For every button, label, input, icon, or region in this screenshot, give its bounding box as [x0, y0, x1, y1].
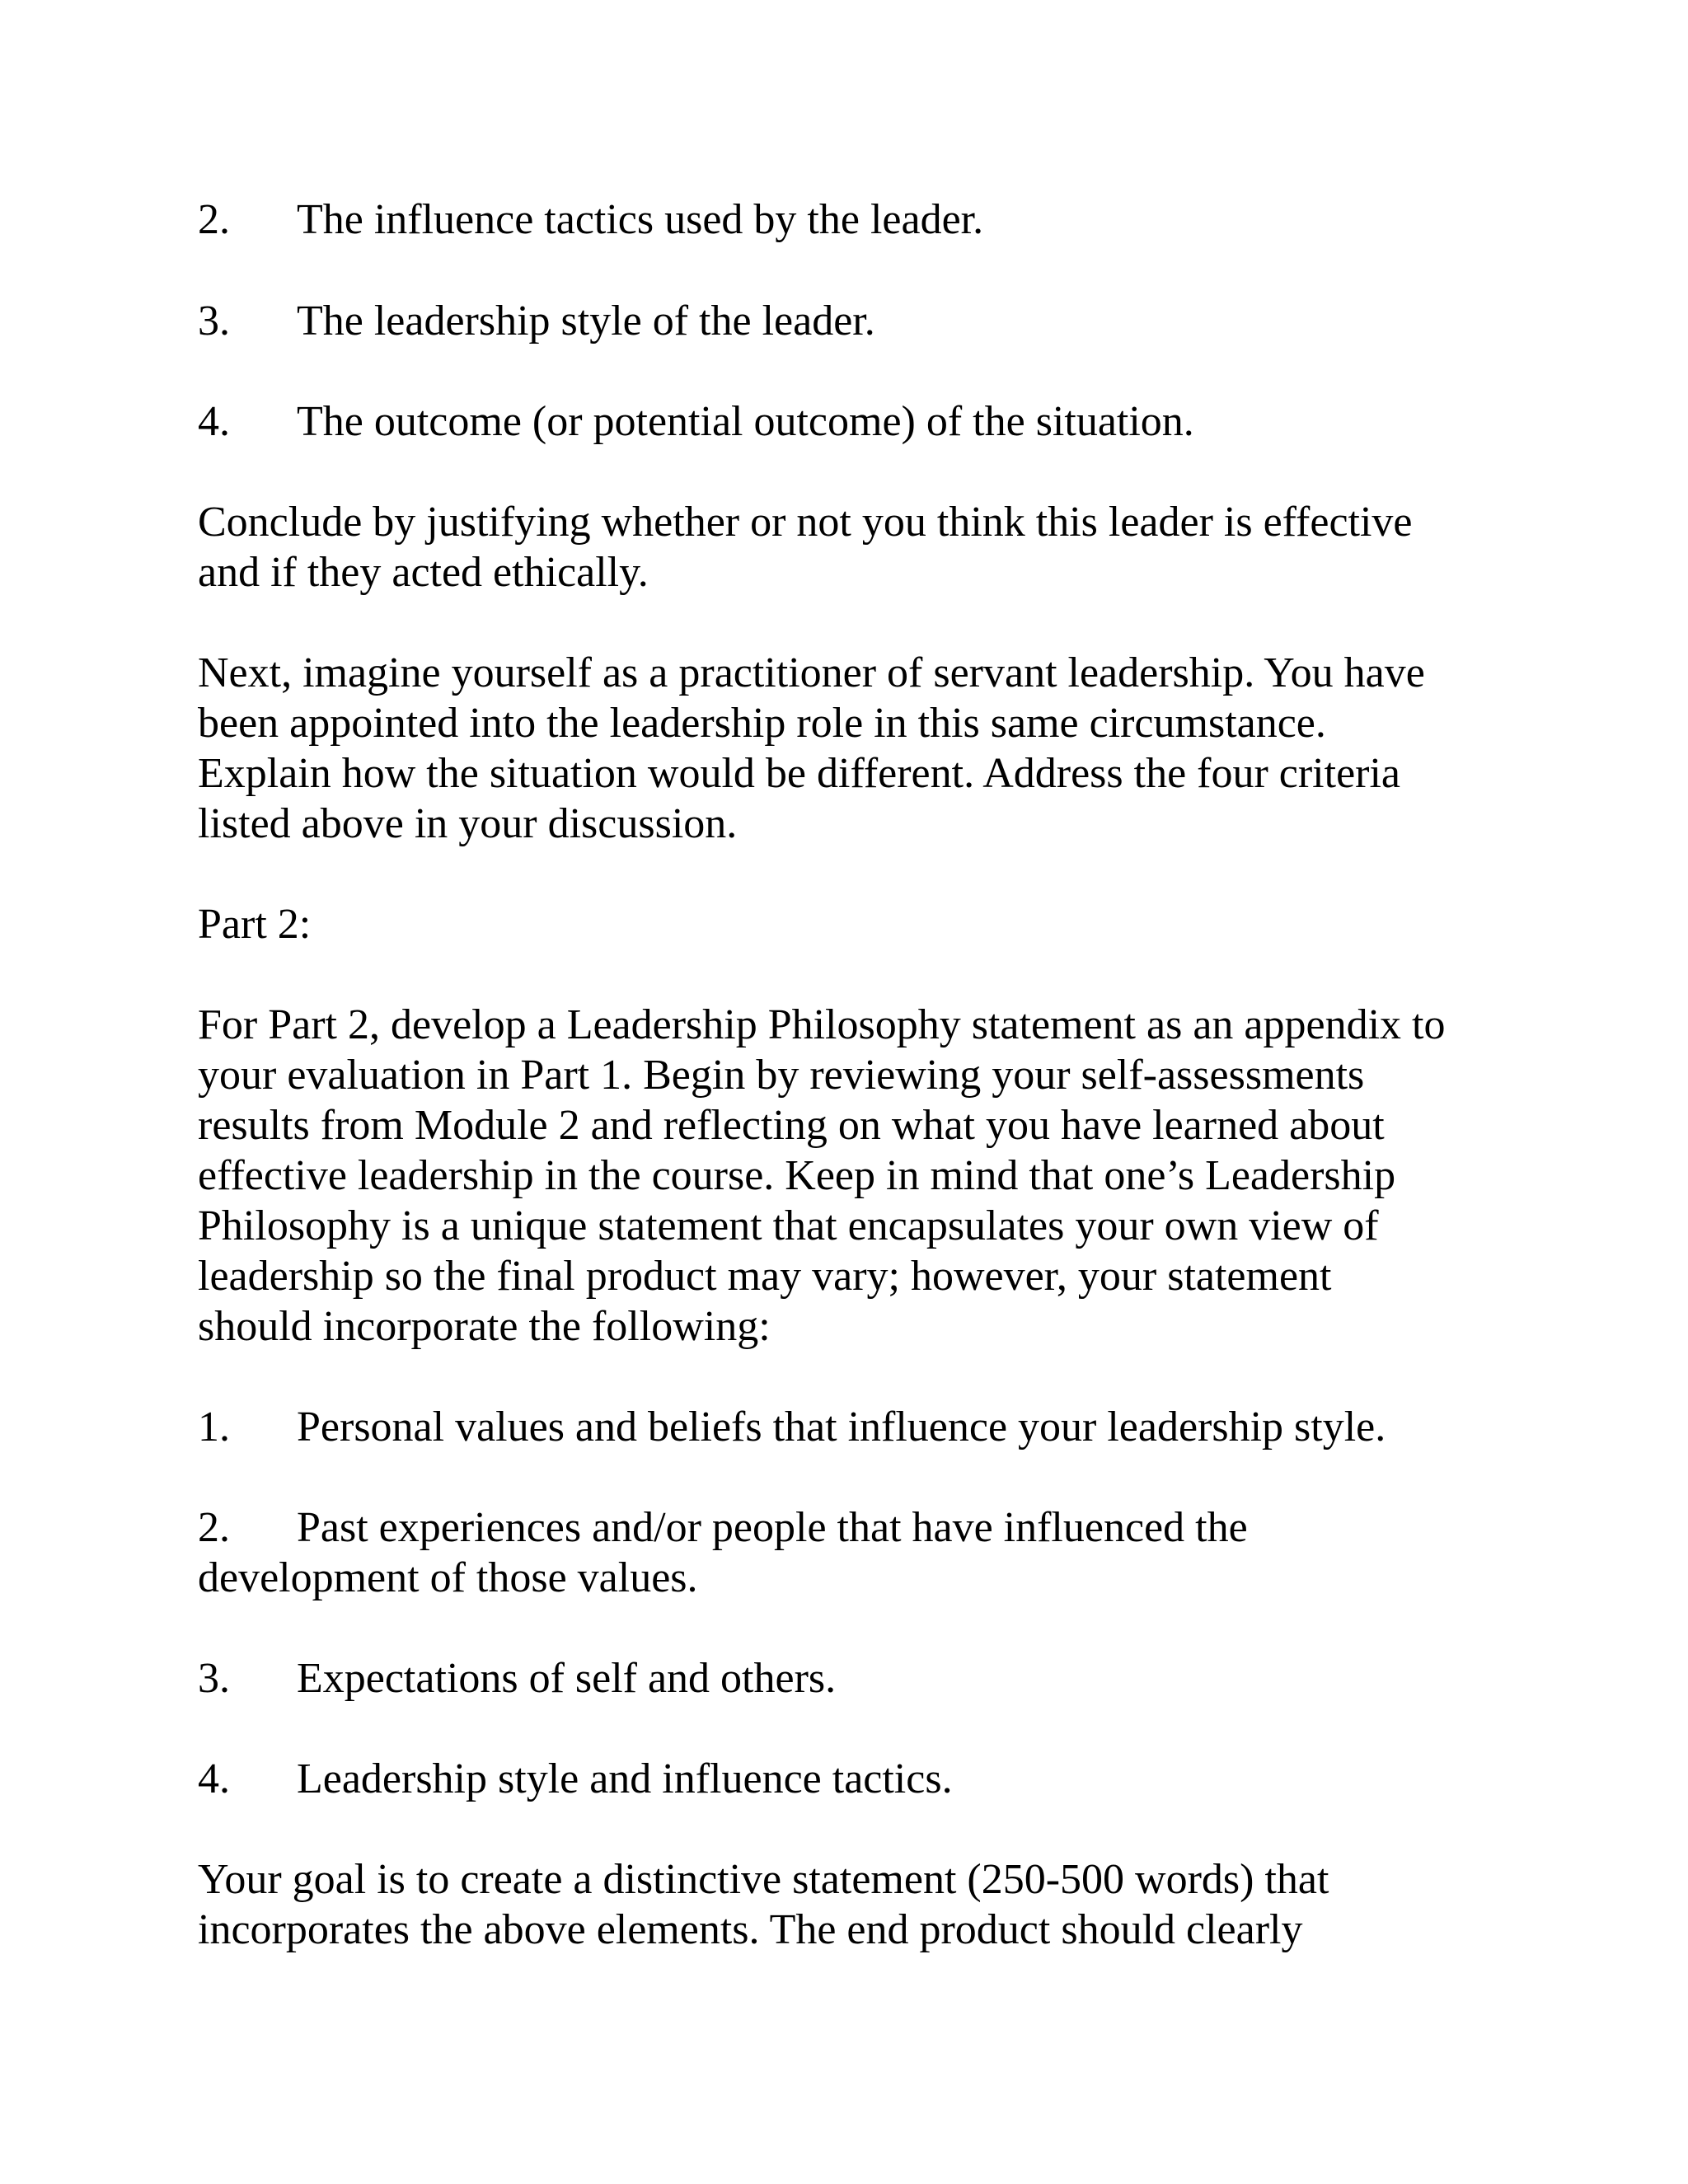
list-text: The outcome (or potential outcome) of the situation.: [297, 398, 1194, 445]
list-number: 1.: [198, 1404, 230, 1451]
list-item: [198, 1653, 836, 1704]
paragraph-line: your evaluation in Part 1. Begin by reviewing your self-assessments: [198, 1052, 1365, 1099]
paragraph-line: listed above in your discussion.: [198, 800, 738, 847]
list-text: Leadership style and influence tactics.: [297, 1755, 953, 1802]
paragraph-line: leadership so the final product may vary; however, your statement: [198, 1253, 1332, 1300]
paragraph-line: results from Module 2 and reflecting on what you have learned about: [198, 1102, 1385, 1149]
list-text: The leadership style of the leader.: [297, 298, 875, 344]
paragraph-line: been appointed into the leadership role in this same circumstance.: [198, 700, 1326, 747]
list-number: 4.: [198, 1755, 230, 1802]
list-text: Past experiences and/or people that have influenced the: [297, 1504, 1248, 1551]
list-number: 2.: [198, 196, 230, 243]
list-text: Expectations of self and others.: [297, 1655, 837, 1702]
list-text: Personal values and beliefs that influence your leadership style.: [297, 1404, 1386, 1451]
list-text: The influence tactics used by the leader.: [297, 196, 984, 243]
section-heading: Part 2:: [198, 901, 312, 948]
paragraph-line: For Part 2, develop a Leadership Philosophy statement as an appendix to: [198, 1001, 1446, 1048]
list-item: [198, 194, 983, 245]
list-item-continuation: development of those values.: [198, 1554, 698, 1601]
list-item: [198, 1502, 1248, 1553]
paragraph-line: Your goal is to create a distinctive statement (250-500 words) that: [198, 1856, 1329, 1903]
paragraph-line: incorporates the above elements. The end product should clearly: [198, 1906, 1303, 1953]
list-item: [198, 396, 1194, 447]
list-number: 3.: [198, 298, 230, 344]
list-item: [198, 1754, 953, 1804]
list-item: [198, 296, 875, 346]
paragraph-line: effective leadership in the course. Keep in mind that one’s Leadership: [198, 1152, 1396, 1199]
list-number: 3.: [198, 1655, 230, 1702]
paragraph-line: Conclude by justifying whether or not you think this leader is effective: [198, 499, 1413, 546]
paragraph-line: should incorporate the following:: [198, 1303, 771, 1350]
list-number: 4.: [198, 398, 230, 445]
paragraph-line: Explain how the situation would be different. Address the four criteria: [198, 750, 1400, 797]
list-item: [198, 1402, 1386, 1452]
list-number: 2.: [198, 1504, 230, 1551]
paragraph-line: Next, imagine yourself as a practitioner of servant leadership. You have: [198, 649, 1425, 696]
paragraph-line: Philosophy is a unique statement that encapsulates your own view of: [198, 1202, 1379, 1249]
paragraph-line: and if they acted ethically.: [198, 549, 649, 596]
